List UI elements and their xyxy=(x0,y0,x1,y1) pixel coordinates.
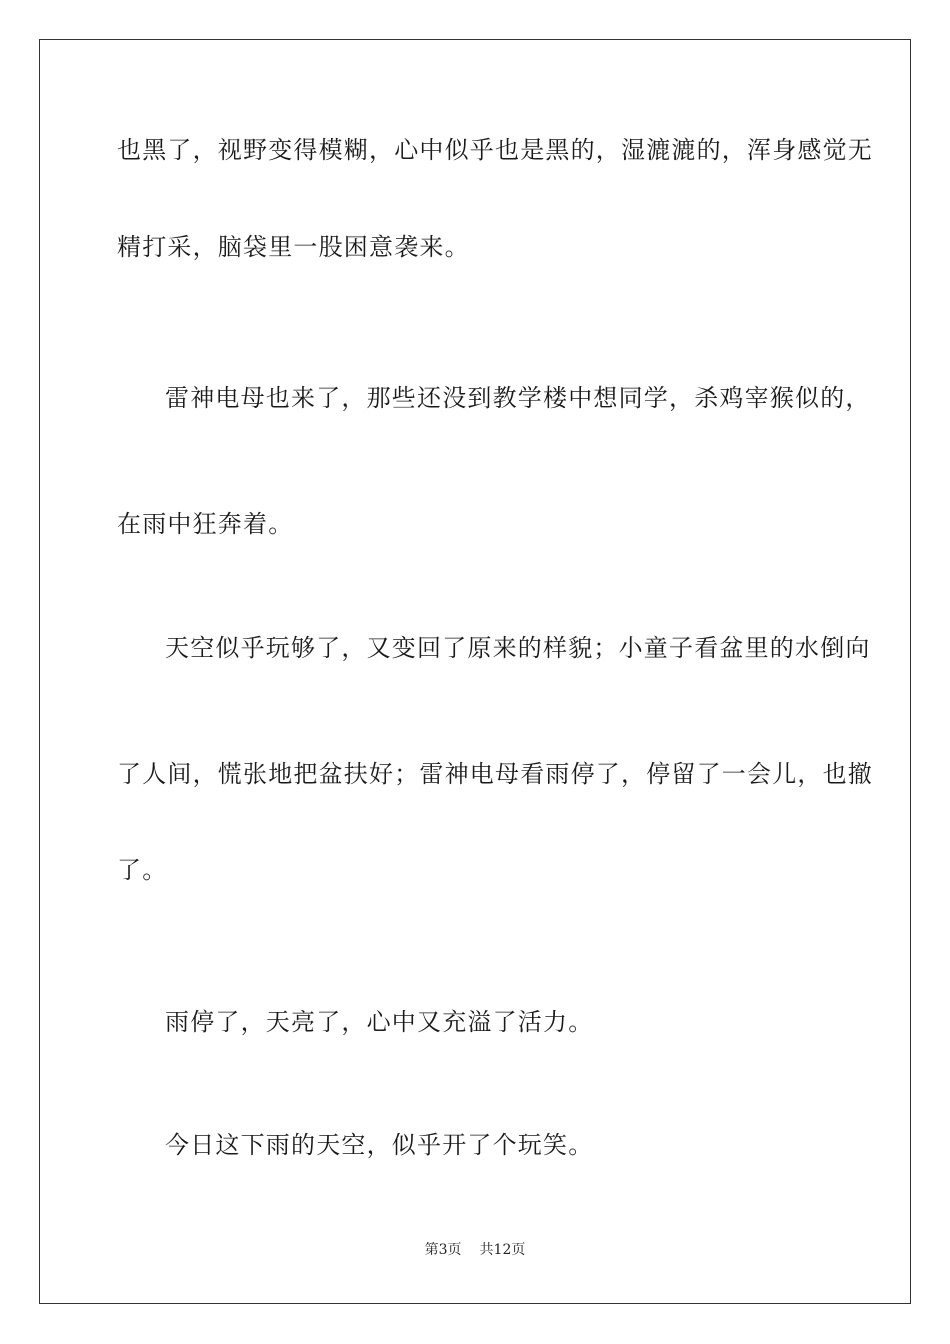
text-line-2: 精打采，脑袋里一股困意袭来。 xyxy=(117,233,470,261)
total-pages: 共12页 xyxy=(479,1242,526,1258)
page-border xyxy=(39,39,911,1304)
text-line-8: 雨停了，天亮了，心中又充溢了活力。 xyxy=(165,1008,594,1036)
text-line-1: 也黑了，视野变得模糊，心中似乎也是黑的，湿漉漉的，浑身感觉无 xyxy=(117,136,873,164)
text-line-5: 天空似乎玩够了，又变回了原来的样貌；小童子看盆里的水倒向 xyxy=(165,634,871,662)
text-line-4: 在雨中狂奔着。 xyxy=(117,510,294,538)
text-line-6: 了人间，慌张地把盆扶好；雷神电母看雨停了，停留了一会儿，也撤 xyxy=(117,760,873,788)
page-footer xyxy=(0,1241,950,1259)
text-line-7: 了。 xyxy=(117,856,168,884)
text-line-3: 雷神电母也来了，那些还没到教学楼中想同学，杀鸡宰猴似的， xyxy=(165,384,871,412)
page-number: 第3页 xyxy=(424,1242,462,1258)
text-line-9: 今日这下雨的天空，似乎开了个玩笑。 xyxy=(165,1131,594,1159)
